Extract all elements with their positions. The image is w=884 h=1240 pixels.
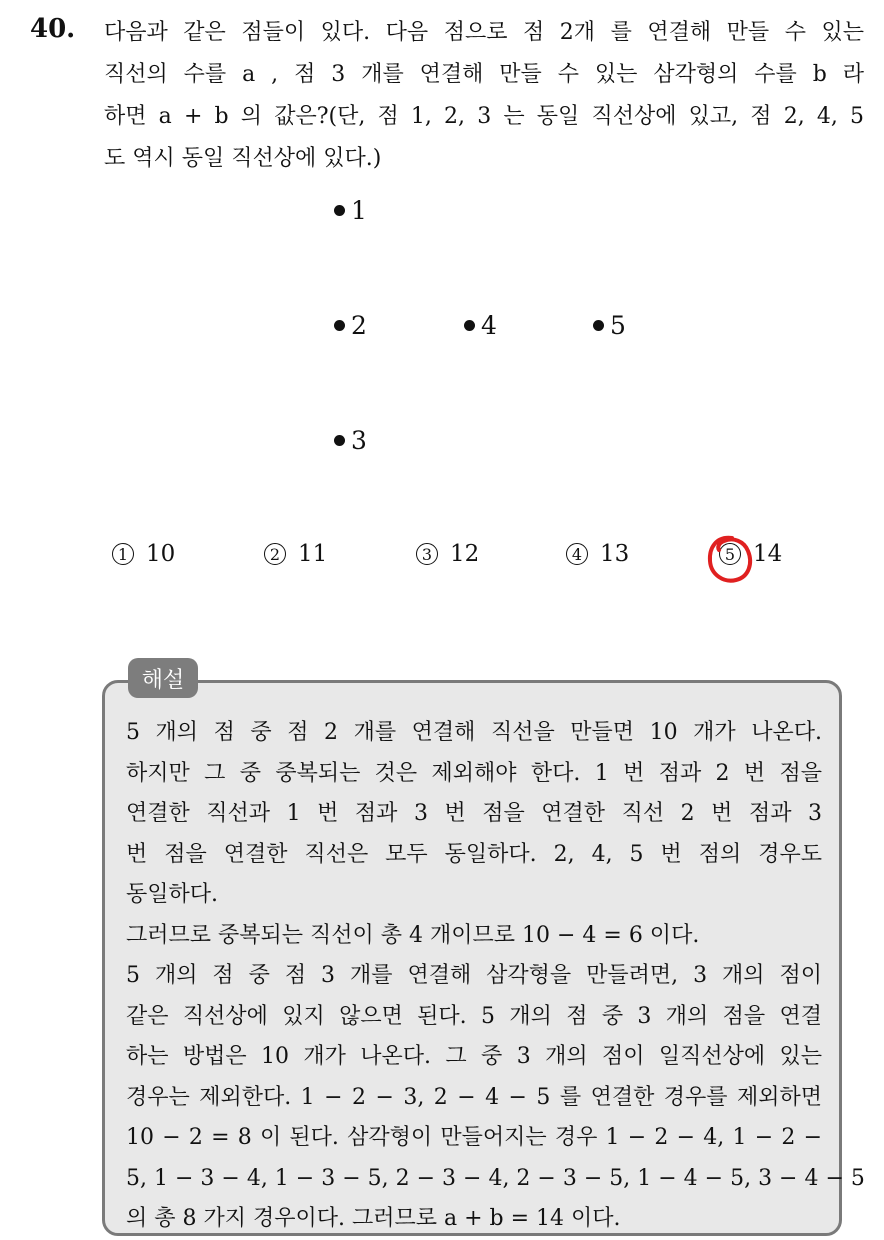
choice-marker: 5: [719, 543, 741, 565]
choice-2[interactable]: [264, 541, 327, 567]
point-2: [334, 311, 367, 340]
choice-1[interactable]: [112, 541, 175, 567]
choice-value: 14: [753, 541, 783, 567]
explanation-line: 하는 방법은 10 개가 나온다. 그 중 3 개의 점이 일직선상에 있는: [126, 1044, 822, 1069]
explanation-tab: 해설: [128, 658, 198, 698]
question-line: 다음과 같은 점들이 있다. 다음 점으로 점 2개 를 연결해 만들 수 있는: [104, 20, 864, 45]
selected-answer-mark-icon: [704, 532, 756, 588]
point-dot: [334, 320, 345, 331]
choice-marker: 4: [566, 543, 588, 565]
question-line: 하면 a + b 의 값은?(단, 점 1, 2, 3 는 동일 직선상에 있고, 점 2, 4, 5: [104, 104, 864, 129]
point-dot: [593, 320, 604, 331]
choice-marker: 3: [416, 543, 438, 565]
point-dot: [334, 435, 345, 446]
explanation-line: 5 개의 점 중 점 3 개를 연결해 삼각형을 만들려면, 3 개의 점이: [126, 963, 822, 988]
explanation-line: 10 − 2 = 8 이 된다. 삼각형이 만들어지는 경우 1 − 2 − 4, 1 − 2 −: [126, 1125, 822, 1150]
explanation-line: 5, 1 − 3 − 4, 1 − 3 − 5, 2 − 3 − 4, 2 − 3 − 5, 1 − 4 − 5, 3 − 4 − 5: [126, 1165, 865, 1191]
question-number: 40.: [30, 14, 76, 44]
choice-value: 11: [298, 541, 328, 567]
point-label: 3: [351, 426, 367, 455]
point-label: 1: [351, 196, 367, 225]
choice-3[interactable]: [416, 541, 479, 567]
choice-4[interactable]: [566, 541, 629, 567]
point-label: 2: [351, 311, 367, 340]
point-1: [334, 196, 367, 225]
choice-value: 10: [146, 541, 176, 567]
point-label: 4: [481, 311, 497, 340]
question-line: 직선의 수를 a , 점 3 개를 연결해 만들 수 있는 삼각형의 수를 b 라: [104, 62, 864, 87]
explanation-line: 하지만 그 중 중복되는 것은 제외해야 한다. 1 번 점과 2 번 점을: [126, 760, 822, 786]
question-line: 도 역시 동일 직선상에 있다.): [104, 146, 382, 171]
explanation-line: 의 총 8 가지 경우이다. 그러므로 a + b = 14 이다.: [126, 1206, 621, 1231]
explanation-line: 경우는 제외한다. 1 − 2 − 3, 2 − 4 − 5 를 연결한 경우를 제외하면: [126, 1084, 822, 1110]
choice-marker: 2: [264, 543, 286, 565]
question-text: [104, 12, 864, 180]
choice-value: 13: [600, 541, 630, 567]
explanation-text: [126, 713, 865, 1240]
point-4: [464, 311, 497, 340]
explanation-line: 같은 직선상에 있지 않으면 된다. 5 개의 점 중 3 개의 점을 연결: [126, 1003, 822, 1029]
choice-value: 12: [450, 541, 480, 567]
point-label: 5: [610, 311, 626, 340]
explanation-line: 연결한 직선과 1 번 점과 3 번 점을 연결한 직선 2 번 점과 3: [126, 801, 822, 826]
point-dot: [464, 320, 475, 331]
point-3: [334, 426, 367, 455]
explanation-line: 동일하다.: [126, 882, 219, 907]
explanation-line: 5 개의 점 중 점 2 개를 연결해 직선을 만들면 10 개가 나온다.: [126, 720, 822, 745]
point-dot: [334, 205, 345, 216]
explanation-line: 번 점을 연결한 직선은 모두 동일하다. 2, 4, 5 번 점의 경우도: [126, 841, 822, 867]
choice-marker: 1: [112, 543, 134, 565]
point-5: [593, 311, 626, 340]
explanation-line: 그러므로 중복되는 직선이 총 4 개이므로 10 − 4 = 6 이다.: [126, 922, 700, 948]
